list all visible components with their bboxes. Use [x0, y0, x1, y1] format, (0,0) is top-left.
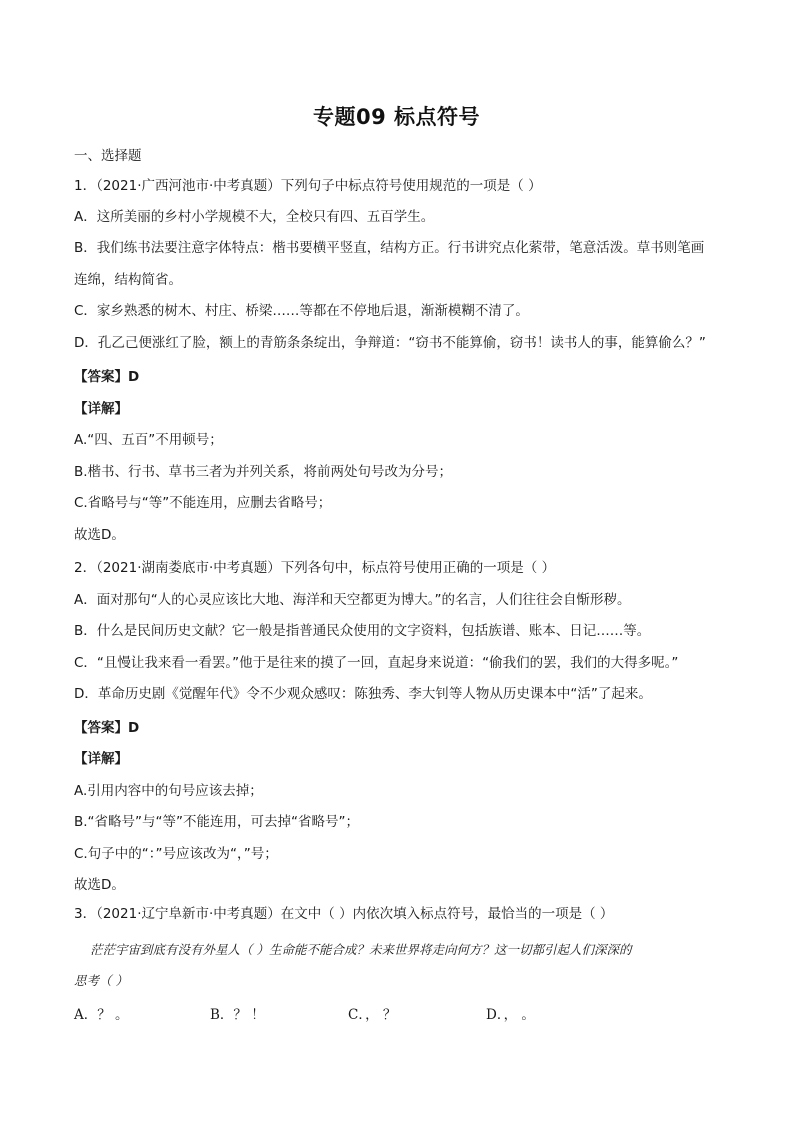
q1-option-b: B．我们练书法要注意字体特点：楷书要横平竖直，结构方正。行书讲究点化萦带，笔意活泼。草书则笔画 — [74, 240, 705, 256]
q2-detail-1: A.引用内容中的句号应该去掉； — [74, 783, 263, 799]
q2-detail-3: C.句子中的“：”号应该改为“，”号； — [74, 846, 278, 862]
q3-passage-cont: 思考（ ） — [74, 973, 128, 988]
q3-stem: 3．（2021·辽宁阜新市·中考真题）在文中（ ）内依次填入标点符号，最恰当的一项是（ ） — [74, 906, 614, 922]
q2-detail-label: 【详解】 — [74, 751, 128, 767]
q2-answer: 【答案】D — [74, 720, 140, 736]
q1-stem: 1．（2021·广西河池市·中考真题）下列句子中标点符号使用规范的一项是（ ） — [74, 178, 542, 194]
q2-stem: 2．（2021·湖南娄底市·中考真题）下列各句中，标点符号使用正确的一项是（ ） — [74, 560, 556, 576]
q2-option-c: C．“且慢让我来看一看罢。”他于是往来的摸了一回，直起身来说道：“偷我们的罢，我们的大得多呢。” — [74, 655, 679, 671]
q1-detail-3: C.省略号与“等”不能连用，应删去省略号； — [74, 495, 332, 511]
q1-option-c: C．家乡熟悉的树木、村庄、桥梁……等都在不停地后退，渐渐模糊不清了。 — [74, 303, 529, 319]
q1-detail-2: B.楷书、行书、草书三者为并列关系，将前两处句号改为分号； — [74, 464, 453, 480]
q3-option-a: A．？ 。 — [74, 1007, 129, 1023]
q2-option-b: B．什么是民间历史文献？它一般是指普通民众使用的文字资料，包括族谱、账本、日记……等。 — [74, 623, 651, 639]
q2-option-a: A．面对那句“人的心灵应该比大地、海洋和天空都更为博大。”的名言，人们往往会自惭形秽。 — [74, 592, 631, 608]
q3-option-b: B．？ ！ — [210, 1007, 265, 1023]
q2-detail-2: B.“省略号”与“等”不能连用，可去掉“省略号”； — [74, 814, 360, 830]
q2-option-d: D．革命历史剧《觉醒年代》令不少观众感叹：陈独秀、李大钊等人物从历史课本中“活”了起来。 — [74, 686, 652, 702]
q3-passage: 茫茫宇宙到底有没有外星人（ ）生命能不能合成？未来世界将走向何方？这一切都引起人们深深的 — [90, 942, 632, 957]
q1-detail-1: A.“四、五百”不用顿号； — [74, 432, 223, 448]
q1-option-a: A．这所美丽的乡村小学规模不大，全校只有四、五百学生。 — [74, 209, 435, 225]
q1-option-d: D．孔乙己便涨红了脸，额上的青筋条条绽出，争辩道：“窃书不能算偷，窃书！读书人的事，能算偷么？” — [74, 335, 706, 351]
q1-detail-label: 【详解】 — [74, 401, 128, 417]
section-heading: 一、选择题 — [74, 148, 142, 164]
q3-option-c: C．， ？ — [348, 1007, 397, 1023]
q1-conclusion: 故选D。 — [74, 527, 125, 543]
q1-option-b-cont: 连绵，结构简省。 — [74, 272, 182, 288]
q2-conclusion: 故选D。 — [74, 877, 125, 893]
q1-answer: 【答案】D — [74, 369, 140, 385]
q3-option-d: D．， 。 — [486, 1007, 535, 1023]
page-title: 专题09 标点符号 — [312, 105, 481, 129]
